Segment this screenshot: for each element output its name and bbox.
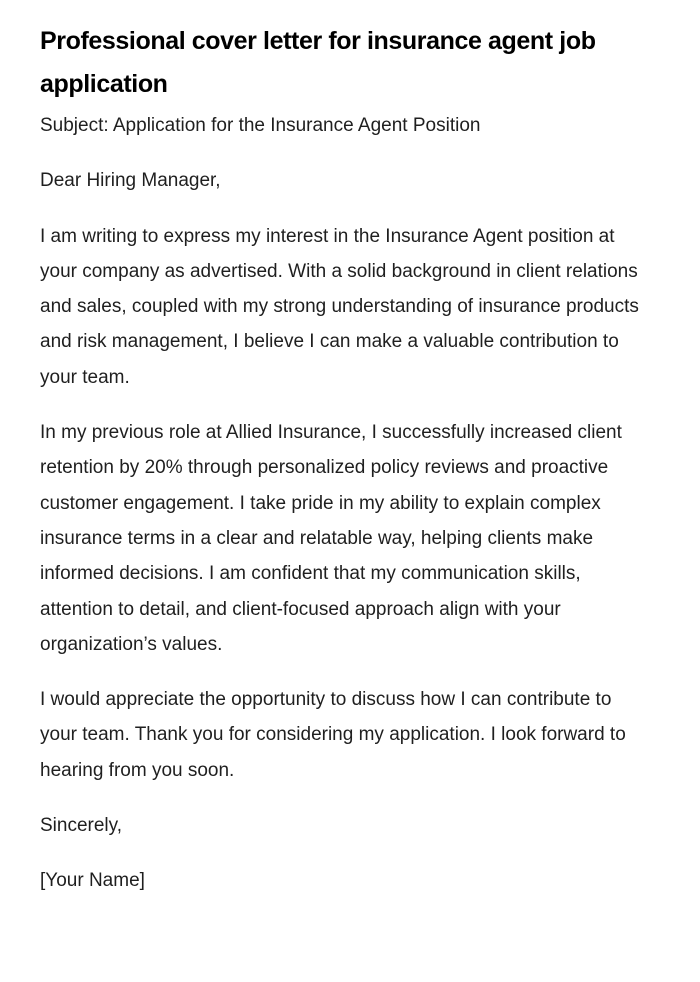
- subject-line: Subject: Application for the Insurance Agent Position: [40, 115, 481, 136]
- page-title: Professional cover letter for insurance agent job application: [40, 27, 596, 98]
- body-paragraph-closing: I would appreciate the opportunity to discuss how I can contribute to your team. Thank you for considering my application. I look forward to hearing from you soon.: [40, 689, 626, 781]
- salutation: Dear Hiring Manager,: [40, 170, 221, 192]
- signature: [Your Name]: [40, 870, 145, 892]
- cover-letter: [40, 20, 650, 899]
- closing: Sincerely,: [40, 815, 123, 837]
- body-paragraph-intro: I am writing to express my interest in the Insurance Agent position at your company as advertised. With a solid background in client relations and sales, coupled with my strong understanding of insurance products and risk management, I believe I can make a valuable contribution to your team.: [40, 225, 639, 388]
- body-paragraph-experience: In my previous role at Allied Insurance, I successfully increased client retention by 20% through personalized policy reviews and proactive customer engagement. I take pride in my ability to explain complex insurance terms in a clear and relatable way, helping clients make informed decisions. I am confident that my communication skills, attention to detail, and client-focused approach align with your organization’s values.: [40, 422, 622, 655]
